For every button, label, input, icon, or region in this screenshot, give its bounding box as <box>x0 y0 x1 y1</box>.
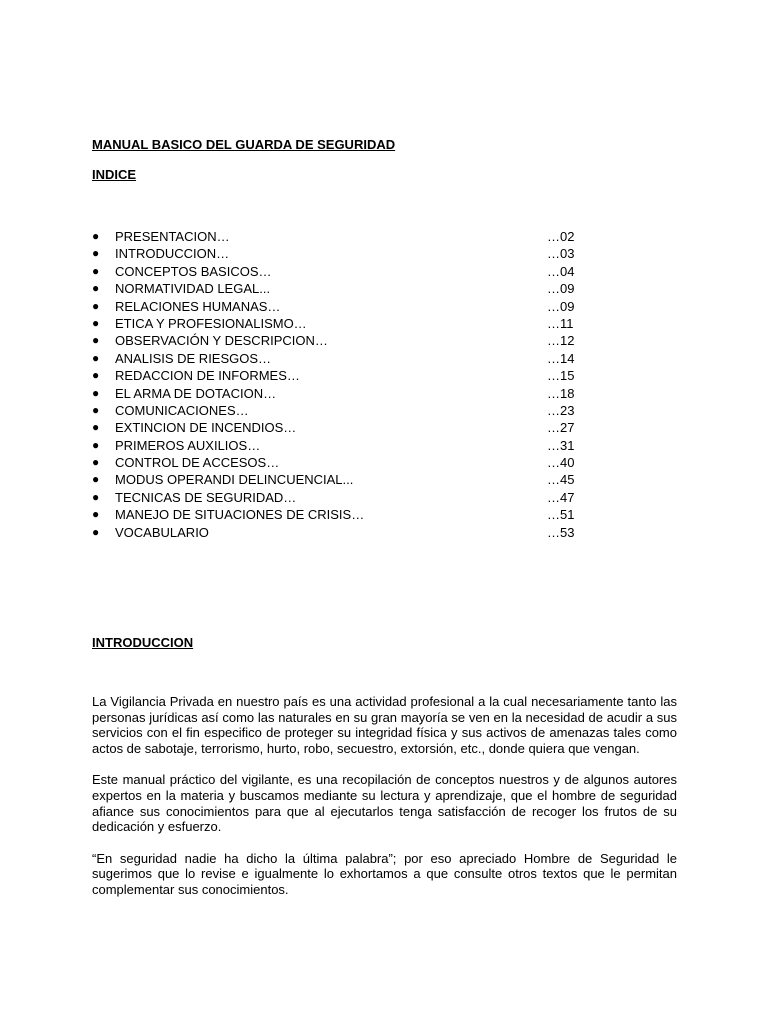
paragraph: Este manual práctico del vigilante, es una recopilación de conceptos nuestros y de algunos autores expertos en la materia y buscamos mediante su lectura y aprendizaje, que el hombre de seguridad afiance sus conocimientos para que al ejecutarlos tenga satisfacción de recoger los frutos de su dedicación y esfuerzo. <box>92 772 677 835</box>
toc-item-page: …14 <box>547 350 575 366</box>
toc-item-label: VOCABULARIO <box>115 524 209 540</box>
toc-item-page: …11 <box>547 315 574 331</box>
bullet-icon: ● <box>92 298 100 313</box>
toc-item-label: MANEJO DE SITUACIONES DE CRISIS… <box>115 507 365 523</box>
toc-item <box>92 350 582 367</box>
toc-item-label: CONCEPTOS BASICOS… <box>115 263 272 279</box>
toc-item-label: REDACCION DE INFORMES… <box>115 368 300 384</box>
toc-item-label: RELACIONES HUMANAS… <box>115 298 281 314</box>
toc-item-page: …03 <box>547 246 575 262</box>
toc-item-page: …12 <box>547 333 575 349</box>
toc-item-label: EL ARMA DE DOTACION… <box>115 385 277 401</box>
bullet-icon: ● <box>92 263 100 278</box>
bullet-icon: ● <box>92 420 100 435</box>
index-heading: INDICE <box>92 167 137 182</box>
toc-item-label: MODUS OPERANDI DELINCUENCIAL... <box>115 472 354 488</box>
toc-item-label: PRESENTACION… <box>115 229 230 244</box>
toc-item-label: CONTROL DE ACCESOS… <box>115 455 280 471</box>
bullet-icon: ● <box>92 507 100 522</box>
bullet-icon: ● <box>92 437 100 452</box>
toc-item-page: …18 <box>547 385 575 401</box>
toc-item-page: …02 <box>547 229 575 244</box>
toc-item-page: …09 <box>547 281 575 297</box>
bullet-icon: ● <box>92 350 100 365</box>
toc-item-page: …09 <box>547 298 575 314</box>
bullet-icon: ● <box>92 246 100 261</box>
toc-item-label: ETICA Y PROFESIONALISMO… <box>115 315 307 331</box>
paragraph: “En seguridad nadie ha dicho la última palabra”; por eso apreciado Hombre de Seguridad le sugerimos que lo revise e igualmente lo exhortamos a que consulte otros textos que le permitan complementar sus conocimientos. <box>92 850 677 897</box>
bullet-icon: ● <box>92 281 100 296</box>
toc-item <box>92 437 582 454</box>
toc-item <box>92 419 582 436</box>
toc-item-page: …23 <box>547 402 575 418</box>
toc-item <box>92 298 582 315</box>
toc-item <box>92 506 582 523</box>
toc-item <box>92 315 582 332</box>
toc-item <box>92 280 582 297</box>
toc-item-label: TECNICAS DE SEGURIDAD… <box>115 489 297 505</box>
introduction-heading: INTRODUCCION <box>92 635 194 650</box>
toc-item-label: PRIMEROS AUXILIOS… <box>115 437 261 453</box>
bullet-icon: ● <box>92 402 100 417</box>
toc-item-page: …53 <box>547 524 575 540</box>
toc-item <box>92 454 582 471</box>
toc-item-page: …51 <box>547 507 575 523</box>
document-title: MANUAL BASICO DEL GUARDA DE SEGURIDAD <box>92 137 396 152</box>
toc-item <box>92 367 582 384</box>
bullet-icon: ● <box>92 472 100 487</box>
toc-item-label: INTRODUCCION… <box>115 246 230 262</box>
introduction-body <box>92 694 677 914</box>
bullet-icon: ● <box>92 455 100 470</box>
bullet-icon: ● <box>92 315 100 330</box>
toc-item-page: …40 <box>547 455 575 471</box>
toc-item <box>92 332 582 349</box>
toc-item <box>92 385 582 402</box>
document-page <box>92 0 677 1024</box>
toc-item-label: ANALISIS DE RIESGOS… <box>115 350 272 366</box>
toc-item <box>92 245 582 262</box>
toc-item-page: …45 <box>547 472 575 488</box>
toc-item <box>92 263 582 280</box>
toc-item-label: OBSERVACIÓN Y DESCRIPCION… <box>115 333 328 349</box>
bullet-icon: ● <box>92 489 100 504</box>
toc-item-label: COMUNICACIONES… <box>115 402 249 418</box>
table-of-contents <box>92 228 582 541</box>
bullet-icon: ● <box>92 229 100 243</box>
bullet-icon: ● <box>92 368 100 383</box>
paragraph: La Vigilancia Privada en nuestro país es una actividad profesional a la cual necesariamente tanto las personas jurídicas así como las naturales en su gran mayoría se ven en la necesidad de acudir a sus servicios con el fin especifico de proteger su integridad física y sus activos de amenazas tales como actos de sabotaje, terrorismo, hurto, robo, secuestro, extorsión, etc., donde quiera que vengan. <box>92 694 677 756</box>
toc-item-page: …27 <box>547 420 575 436</box>
toc-item-label: EXTINCION DE INCENDIOS… <box>115 420 297 436</box>
toc-item <box>92 228 582 245</box>
toc-item-label: NORMATIVIDAD LEGAL... <box>115 281 271 297</box>
toc-item-page: …04 <box>547 263 575 279</box>
toc-item-page: …31 <box>547 437 575 453</box>
toc-item-page: …15 <box>547 368 575 384</box>
toc-item <box>92 489 582 506</box>
toc-item <box>92 524 582 541</box>
bullet-icon: ● <box>92 333 100 348</box>
bullet-icon: ● <box>92 524 100 539</box>
toc-item-page: …47 <box>547 489 575 505</box>
toc-item <box>92 402 582 419</box>
bullet-icon: ● <box>92 385 100 400</box>
toc-item <box>92 471 582 488</box>
